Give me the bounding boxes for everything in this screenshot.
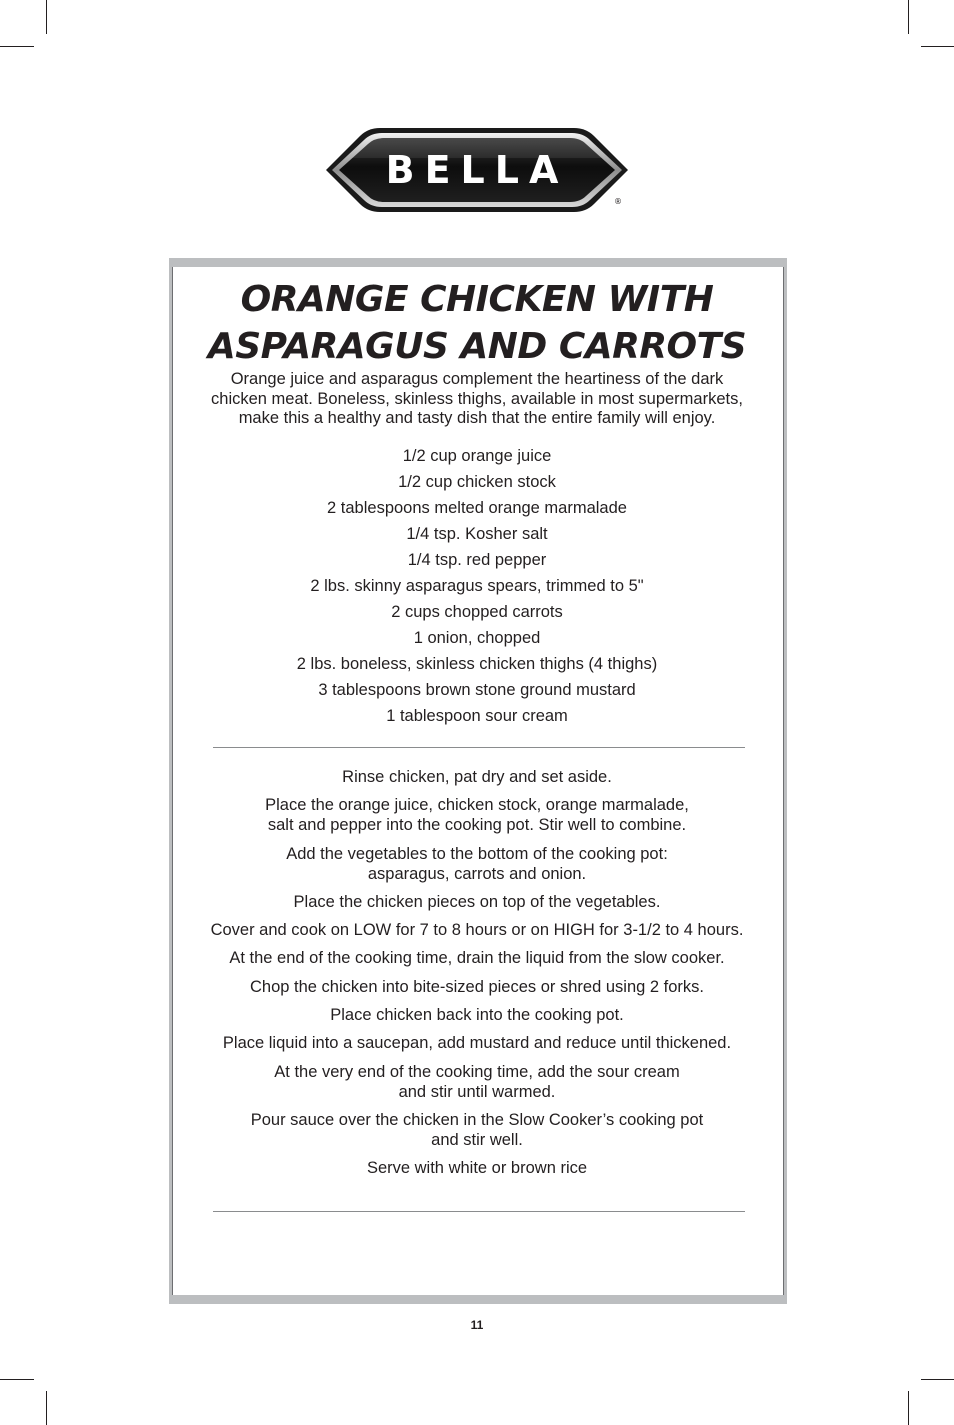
ingredient-item: 1/2 cup chicken stock — [398, 473, 556, 491]
crop-mark — [908, 0, 909, 34]
crop-mark — [0, 46, 34, 47]
ingredient-item: 3 tablespoons brown stone ground mustard — [318, 681, 636, 699]
registered-mark: ® — [614, 197, 622, 206]
crop-mark — [921, 46, 954, 47]
recipe-intro-line: Orange juice and asparagus complement the heartiness of the dark — [230, 370, 724, 388]
instruction-step: At the very end of the cooking time, add the sour cream and stir until warmed. — [274, 1062, 680, 1101]
logo-wordmark: BELLA — [385, 148, 569, 192]
recipe-intro-line: chicken meat. Boneless, skinless thighs, available in most supermarkets, — [211, 389, 743, 408]
ingredient-item: 2 tablespoons melted orange marmalade — [327, 499, 627, 517]
page-number: 11 — [470, 1318, 484, 1332]
instruction-step: Add the vegetables to the bottom of the cooking pot: asparagus, carrots and onion. — [286, 844, 668, 883]
instruction-step: Place the chicken pieces on top of the vegetables. — [293, 892, 661, 911]
ingredient-item: 1 onion, chopped — [413, 629, 541, 647]
crop-mark — [921, 1379, 954, 1380]
crop-mark — [0, 1379, 34, 1380]
ingredient-item: 2 lbs. skinny asparagus spears, trimmed to 5" — [310, 577, 644, 595]
crop-mark — [908, 1391, 909, 1425]
instruction-step: Place the orange juice, chicken stock, orange marmalade, salt and pepper into the cooking pot. Stir well to combine. — [265, 796, 689, 835]
instruction-step: Chop the chicken into bite-sized pieces or shred using 2 forks. — [250, 977, 704, 996]
recipe-intro-line: make this a healthy and tasty dish that the entire family will enjoy. — [238, 409, 716, 427]
crop-mark — [46, 1391, 47, 1425]
instruction-step: Rinse chicken, pat dry and set aside. — [342, 768, 612, 786]
ingredient-item: 1 tablespoon sour cream — [386, 707, 568, 725]
section-divider — [213, 747, 745, 748]
ingredient-item: 2 lbs. boneless, skinless chicken thighs (4 thighs) — [296, 655, 658, 673]
instruction-step: Pour sauce over the chicken in the Slow Cooker’s cooking pot and stir well. — [250, 1110, 704, 1149]
ingredient-list — [0, 443, 954, 729]
instruction-list — [0, 767, 954, 1187]
section-divider — [213, 1211, 745, 1212]
instruction-step: Place chicken back into the cooking pot. — [330, 1006, 624, 1025]
crop-mark — [46, 0, 47, 34]
ingredient-item: 1/4 tsp. Kosher salt — [406, 525, 548, 543]
instruction-step: Serve with white or brown rice — [366, 1159, 588, 1178]
recipe-title-line-1: ORANGE CHICKEN WITH — [240, 279, 714, 320]
ingredient-item: 2 cups chopped carrots — [391, 603, 563, 621]
ingredient-item: 1/4 tsp. red pepper — [407, 551, 547, 569]
instruction-step: At the end of the cooking time, drain the liquid from the slow cooker. — [229, 949, 725, 968]
recipe-intro — [0, 370, 954, 429]
recipe-title-line-2: ASPARAGUS AND CARROTS — [207, 326, 747, 367]
bella-logo — [322, 124, 632, 216]
ingredient-item: 1/2 cup orange juice — [402, 447, 552, 465]
instruction-step: Cover and cook on LOW for 7 to 8 hours or on HIGH for 3-1/2 to 4 hours. — [210, 921, 744, 940]
instruction-step: Place liquid into a saucepan, add mustard and reduce until thickened. — [222, 1034, 732, 1053]
